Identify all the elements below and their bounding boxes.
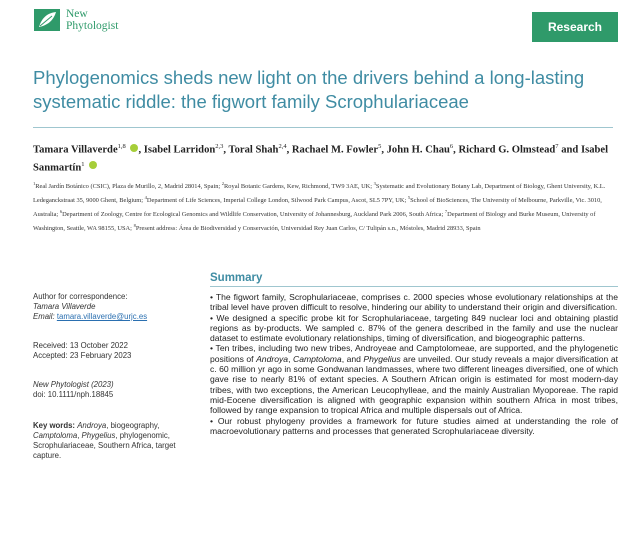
summary-bullet: • Our robust phylogeny provides a framework for future studies aimed at understanding the role of macroevolutionary patterns and processes that generated Scrophulariaceae diversity. — [210, 415, 618, 436]
keyword: , biogeography, — [106, 421, 160, 430]
orcid-icon[interactable] — [130, 144, 138, 152]
leaf-logo-icon — [34, 9, 60, 31]
affiliation-text: Real Jardín Botánico (CSIC), Plaza de Murillo, 2, Madrid 28014, Spain; — [35, 183, 222, 191]
author-affil-sup: 7 — [555, 143, 559, 150]
summary-text: , — [288, 353, 293, 364]
author-affil-sup: 2,4 — [278, 143, 287, 150]
author-affil-sup: 5 — [378, 143, 382, 150]
keyword: Phygelius — [81, 431, 116, 440]
author-conjunction: and — [561, 144, 579, 156]
correspondence-label: Author for correspondence: — [33, 292, 128, 301]
affiliations — [33, 178, 618, 235]
affiliation-sup: 1 — [33, 181, 36, 186]
affiliation-text: Present address: Área de Biodiversidad y Conservación, Universidad Rey Juan Carlos, C/ Tulipán s.n., Móstoles, Madrid 28933, Spain — [135, 225, 481, 233]
summary-genus: Camptoloma — [292, 353, 342, 364]
author-list: Tamara Villaverde$^{1,8}$ , Isabel Larridon$^{2,3}$, Toral Shah$^{2,4}$, Rachael M. Fowler$^5$, John H. Chau$^6$, Richard G. Olmstead$^7$ and Isabel Sanmartín$^1$ — [33, 143, 609, 174]
accepted-date: Accepted: 23 February 2023 — [33, 351, 132, 360]
affiliation-text: Department of Life Sciences, Imperial College London, Silwood Park Campus, Ascot, SL5 7PY, UK; — [146, 197, 408, 205]
affiliation-sup: 7 — [444, 209, 448, 215]
summary-bullet — [210, 343, 618, 415]
affiliation-sup: 5 — [407, 195, 411, 201]
author-affil-sup: 1 — [81, 160, 85, 168]
affiliation-text: Systematic and Evolutionary Botany Lab, Department of Biology, Ghent University, K.L. Ledeganckstraat 35, 9000 Ghent, Belgium; — [33, 183, 606, 205]
journal-name — [66, 8, 118, 32]
author-name[interactable]: Isabel Larridon — [143, 144, 216, 156]
citation-block — [33, 380, 193, 400]
summary-genus: Phygelius — [363, 353, 401, 364]
keyword: Androya — [77, 421, 107, 430]
summary-bullet: • We designed a specific probe kit for Scrophulariaceae, targeting 849 nuclear loci and obtaining plastid regions as by-products. We sampled c. 87% of the genera described in the family and use the nuclear dataset to estimate evolutionary relationships, timing of diversification, and biogeographic patterns. — [210, 312, 618, 344]
title-divider — [33, 127, 613, 128]
journal-year: New Phytologist (2023) — [33, 380, 114, 389]
summary-text: • Ten tribes, including two new tribes, Androyeae and Camptolomeae, are supported, and the phylogenetic positions of — [210, 343, 618, 364]
summary-body — [210, 292, 618, 436]
affiliation-text: School of BioSciences, The University of Melbourne, Parkville, Vic. 3010, Australia; — [33, 197, 602, 219]
author-name[interactable]: Tamara Villaverde — [33, 144, 118, 156]
summary-text: are unveiled. Our study reveals a major diversification at c. 60 million yr ago in some Gondwanan landmasses, where two different lineages diversified, one of which gave rise to nearly 81% of extant species. A Southern African origin is estimated for most modern-day tribes, with two exceptions, the American Leucophylleae, and the mainly Australian Myoporeae. The rapid mid-Eocene diversification is aligned with geographic expansion within southern Africa in most tribes, followed by range expansion to tropical Africa and multiple dispersals out of Africa. — [210, 353, 618, 416]
author-name[interactable]: Isabel Sanmartín — [33, 144, 609, 174]
email-link[interactable]: tamara.villaverde@urjc.es — [56, 312, 148, 321]
affiliation-sup: 4 — [144, 195, 147, 201]
dates-block — [33, 341, 193, 361]
journal-logo — [34, 8, 118, 32]
affiliation-text: Department of Zoology, Centre for Ecological Genomics and Wildlife Conservation, University of Johannesburg, Auckland Park 2006, South Africa; — [62, 211, 445, 219]
author-affil-sup: 6 — [449, 143, 454, 150]
author-name[interactable]: Toral Shah — [228, 144, 279, 156]
affiliation-sup: 3 — [373, 181, 376, 186]
email-label: Email: — [33, 312, 55, 321]
orcid-icon[interactable] — [89, 161, 97, 169]
keyword: , — [77, 431, 82, 440]
summary-bullet: • The figwort family, Scrophulariaceae, comprises c. 2000 species whose evolutionary relationships at the tribal level have proven difficult to resolve, hindering our ability to understand their origin and diversification. — [210, 292, 618, 313]
affiliation-text: Royal Botanic Gardens, Kew, Richmond, TW9 3AE, UK; — [224, 183, 374, 191]
keywords-block — [33, 421, 193, 461]
article-title: Phylogenomics sheds new light on the drivers behind a long-lasting systematic riddle: the figwort family Scrophulariaceae — [33, 67, 585, 112]
affiliation-sup: 8 — [133, 223, 136, 229]
section-badge: Research — [532, 12, 618, 42]
keyword: , phylogenomic, Scrophulariaceae, Southern Africa, target capture. — [33, 431, 176, 460]
journal-name-line1: New — [66, 8, 88, 20]
author-affil-sup: 2,3 — [215, 143, 224, 150]
author-name[interactable]: Richard G. Olmstead — [458, 144, 556, 156]
author-name[interactable]: Rachael M. Fowler — [291, 144, 379, 156]
summary-genus: Androya — [256, 353, 289, 364]
doi[interactable]: doi: 10.1111/nph.18845 — [33, 390, 114, 399]
summary-text: , and — [341, 353, 364, 364]
affiliation-sup: 2 — [221, 181, 225, 186]
summary-divider — [210, 286, 618, 287]
author-affil-sup: 1,8 — [117, 143, 126, 150]
keywords-label: Key words: — [33, 421, 76, 430]
summary-heading: Summary — [210, 272, 263, 284]
received-date: Received: 13 October 2022 — [33, 341, 128, 350]
affiliation-sup: 6 — [59, 209, 63, 215]
keyword: Camptoloma — [33, 431, 78, 440]
correspondence-block — [33, 292, 193, 322]
journal-name-line2: Phytologist — [66, 20, 119, 32]
affiliation-text: Department of Biology and Burke Museum, University of Washington, Seattle, WA 98155, USA; — [33, 211, 596, 233]
correspondence-name: Tamara Villaverde — [33, 302, 96, 311]
author-name[interactable]: John H. Chau — [386, 144, 450, 156]
